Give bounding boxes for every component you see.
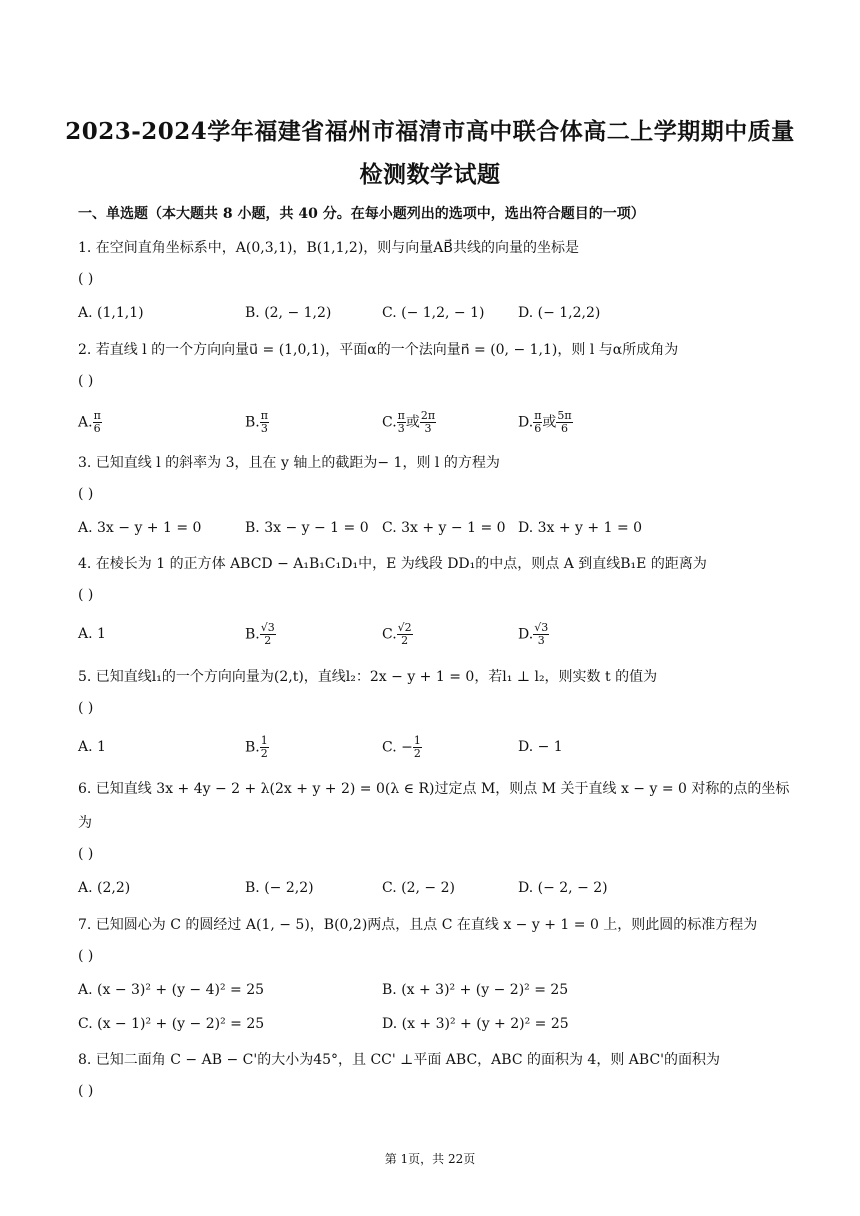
numerator: √2	[397, 621, 412, 634]
denominator: 6	[561, 422, 569, 435]
document-title-line2: 检测数学试题	[359, 161, 501, 188]
question-7-stem: 7. 已知圆心为 C 的圆经过 A(1, − 5)，B(0,2)两点，且点 C 在直线 x − y + 1 = 0 上，则此圆的标准方程为	[78, 917, 758, 933]
numerator: 1	[260, 734, 268, 747]
fraction	[260, 622, 276, 647]
question-4-answer-blank: ( )	[78, 587, 94, 603]
question-2-option-a	[78, 410, 102, 435]
numerator: π	[260, 409, 268, 422]
question-6-option-a: A. (2,2)	[78, 880, 131, 896]
option-label: D.	[518, 626, 534, 643]
question-5-option-b	[245, 735, 269, 760]
denominator: 3	[537, 634, 545, 647]
denominator: 2	[401, 634, 409, 647]
fraction	[556, 410, 572, 435]
question-2-answer-blank: ( )	[78, 373, 94, 389]
numerator: π	[534, 409, 542, 422]
question-6-stem-line2: 为	[78, 815, 92, 831]
question-1-option-a: A. (1,1,1)	[78, 305, 144, 321]
question-3-stem: 3. 已知直线 l 的斜率为 3，且在 y 轴上的截距为− 1，则 l 的方程为	[78, 455, 500, 471]
numerator: π	[397, 409, 405, 422]
denominator: 6	[93, 422, 101, 435]
question-3-option-d: D. 3x + y + 1 = 0	[518, 520, 643, 536]
option-label: C.	[382, 626, 397, 643]
fraction	[93, 410, 102, 435]
numerator: 2π	[420, 409, 436, 422]
fraction	[533, 622, 549, 647]
question-2-option-c	[382, 410, 436, 435]
option-label: B.	[245, 414, 260, 431]
question-3-option-b: B. 3x − y − 1 = 0	[245, 520, 369, 536]
question-5-stem: 5. 已知直线l₁的一个方向向量为(2,t)，直线l₂：2x − y + 1 = 0，若l₁ ⊥ l₂，则实数 t 的值为	[78, 669, 658, 685]
section-heading: 一、单选题（本大题共 8 小题，共 40 分。在每小题列出的选项中，选出符合题目的一项）	[78, 206, 645, 222]
question-4-option-d	[518, 622, 549, 647]
question-3-option-c: C. 3x + y − 1 = 0	[382, 520, 506, 536]
question-1-option-b: B. (2, − 1,2)	[245, 305, 332, 321]
option-label: A.	[78, 414, 93, 431]
question-7-answer-blank: ( )	[78, 948, 94, 964]
question-5-option-d: D. − 1	[518, 739, 563, 755]
document-title-line1: 2023-2024学年福建省福州市福清市高中联合体高二上学期期中质量	[65, 118, 795, 145]
question-6-option-d: D. (− 2, − 2)	[518, 880, 608, 896]
question-6-stem-line1: 6. 已知直线 3x + 4y − 2 + λ(2x + y + 2) = 0(λ ∈ R)过定点 M，则点 M 关于直线 x − y = 0 对称的点的坐标	[78, 781, 790, 797]
denominator: 3	[260, 422, 268, 435]
question-7-option-b: B. (x + 3)² + (y − 2)² = 25	[382, 982, 569, 998]
or-text: 或	[542, 414, 557, 431]
denominator: 3	[424, 422, 432, 435]
question-8-answer-blank: ( )	[78, 1083, 94, 1099]
option-label: B.	[245, 739, 260, 756]
question-2-option-b	[245, 410, 269, 435]
numerator: π	[93, 409, 101, 422]
numerator: √3	[534, 621, 549, 634]
question-1-stem: 1. 在空间直角坐标系中，A(0,3,1)，B(1,1,2)，则与向量AB⃗共线的向量的坐标是	[78, 240, 580, 256]
numerator: 1	[413, 734, 421, 747]
question-7-option-d: D. (x + 3)² + (y + 2)² = 25	[382, 1016, 569, 1032]
denominator: 3	[397, 422, 405, 435]
fraction	[260, 735, 269, 760]
question-1-option-c: C. (− 1,2, − 1)	[382, 305, 485, 321]
question-4-option-c	[382, 622, 413, 647]
question-3-option-a: A. 3x − y + 1 = 0	[78, 520, 202, 536]
fraction	[397, 622, 413, 647]
numerator: 5π	[557, 409, 572, 422]
question-4-option-a: A. 1	[78, 626, 106, 642]
denominator: 2	[413, 747, 421, 760]
numerator: √3	[260, 621, 275, 634]
option-label: B.	[245, 626, 260, 643]
question-1-answer-blank: ( )	[78, 271, 94, 287]
option-label: C.	[382, 414, 397, 431]
or-text: 或	[405, 414, 420, 431]
question-8-stem: 8. 已知二面角 C − AB − C'的大小为45°，且 CC' ⊥平面 ABC，ABC 的面积为 4，则 ABC'的面积为	[78, 1052, 721, 1068]
option-label: D.	[518, 414, 534, 431]
denominator: 2	[260, 747, 268, 760]
fraction	[420, 410, 436, 435]
question-7-option-c: C. (x − 1)² + (y − 2)² = 25	[78, 1016, 265, 1032]
fraction	[260, 410, 269, 435]
question-6-answer-blank: ( )	[78, 846, 94, 862]
page-footer: 第 1页，共 22页	[384, 1152, 476, 1166]
question-2-stem: 2. 若直线 l 的一个方向向量u⃗ = (1,0,1)，平面α的一个法向量n⃗ = (0, − 1,1)，则 l 与α所成角为	[78, 342, 679, 358]
option-label: C. −	[382, 739, 413, 756]
question-7-option-a: A. (x − 3)² + (y − 4)² = 25	[78, 982, 265, 998]
question-2-option-d	[518, 410, 573, 435]
fraction	[413, 735, 422, 760]
fraction	[397, 410, 406, 435]
denominator: 2	[264, 634, 272, 647]
question-4-option-b	[245, 622, 276, 647]
denominator: 6	[534, 422, 542, 435]
question-5-option-c	[382, 735, 422, 760]
question-6-option-c: C. (2, − 2)	[382, 880, 455, 896]
question-1-option-d: D. (− 1,2,2)	[518, 305, 601, 321]
question-3-answer-blank: ( )	[78, 486, 94, 502]
question-4-stem: 4. 在棱长为 1 的正方体 ABCD − A₁B₁C₁D₁中，E 为线段 DD₁的中点，则点 A 到直线B₁E 的距离为	[78, 556, 707, 572]
question-5-option-a: A. 1	[78, 739, 106, 755]
question-6-option-b: B. (− 2,2)	[245, 880, 314, 896]
question-5-answer-blank: ( )	[78, 700, 94, 716]
